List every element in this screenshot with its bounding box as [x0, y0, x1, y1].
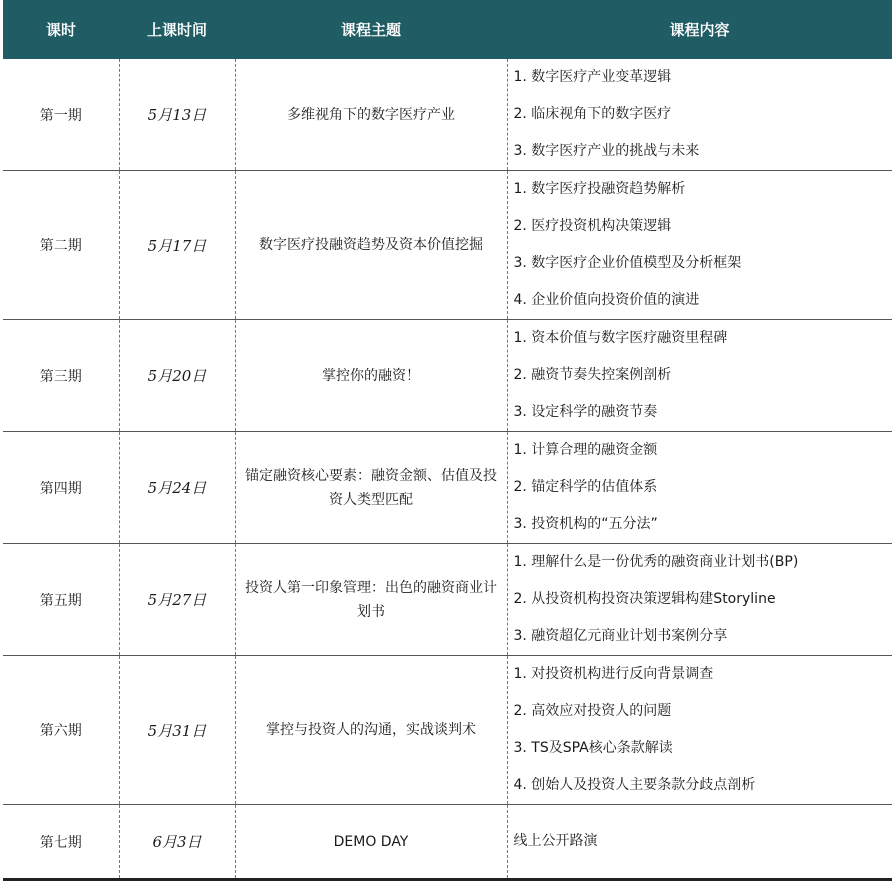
header-date: 上课时间 — [119, 0, 235, 59]
table-row — [3, 59, 892, 171]
content-cell — [507, 432, 892, 544]
topic-cell: 多维视角下的数字医疗产业 — [235, 59, 507, 171]
table-body — [3, 59, 892, 880]
date-cell: 5月31日 — [119, 656, 235, 805]
content-item: 2. 锚定科学的估值体系 — [513, 479, 658, 495]
content-cell — [507, 544, 892, 656]
table-row — [3, 805, 892, 880]
topic-cell: 掌控你的融资！ — [235, 320, 507, 432]
content-item: 线上公开路演 — [513, 833, 598, 849]
content-item: 3. 融资超亿元商业计划书案例分享 — [513, 628, 728, 644]
content-item: 2. 医疗投资机构决策逻辑 — [513, 218, 672, 234]
content-item: 3. 数字医疗产业的挑战与未来 — [513, 143, 700, 159]
table-row — [3, 171, 892, 320]
session-cell: 第三期 — [3, 320, 119, 432]
content-item: 1. 理解什么是一份优秀的融资商业计划书(BP) — [513, 554, 799, 570]
content-item: 1. 对投资机构进行反向背景调查 — [513, 666, 714, 682]
session-cell: 第六期 — [3, 656, 119, 805]
topic-cell: 投资人第一印象管理：出色的融资商业计划书 — [235, 544, 507, 656]
table-row — [3, 544, 892, 656]
content-item: 3. 投资机构的“五分法” — [513, 516, 658, 532]
session-cell: 第二期 — [3, 171, 119, 320]
course-schedule — [3, 0, 892, 881]
session-cell: 第五期 — [3, 544, 119, 656]
topic-cell: DEMO DAY — [235, 805, 507, 880]
header-content: 课程内容 — [507, 0, 892, 59]
session-cell: 第一期 — [3, 59, 119, 171]
session-cell: 第四期 — [3, 432, 119, 544]
header-topic: 课程主题 — [235, 0, 507, 59]
topic-cell: 锚定融资核心要素：融资金额、估值及投资人类型匹配 — [235, 432, 507, 544]
topic-cell: 掌控与投资人的沟通，实战谈判术 — [235, 656, 507, 805]
content-item: 2. 从投资机构投资决策逻辑构建Storyline — [513, 591, 776, 607]
date-cell: 5月17日 — [119, 171, 235, 320]
date-cell: 6月3日 — [119, 805, 235, 880]
content-item: 1. 数字医疗产业变革逻辑 — [513, 69, 672, 85]
date-cell: 5月20日 — [119, 320, 235, 432]
content-item: 3. TS及SPA核心条款解读 — [513, 740, 673, 756]
content-cell — [507, 656, 892, 805]
table-row — [3, 320, 892, 432]
content-item: 2. 临床视角下的数字医疗 — [513, 106, 672, 122]
content-cell — [507, 59, 892, 171]
content-item: 1. 计算合理的融资金额 — [513, 442, 658, 458]
content-item: 1. 资本价值与数字医疗融资里程碑 — [513, 330, 728, 346]
table-row — [3, 656, 892, 805]
content-item: 2. 高效应对投资人的问题 — [513, 703, 672, 719]
topic-cell: 数字医疗投融资趋势及资本价值挖掘 — [235, 171, 507, 320]
content-item: 3. 数字医疗企业价值模型及分析框架 — [513, 255, 742, 271]
table-header — [3, 0, 892, 59]
content-item: 2. 融资节奏失控案例剖析 — [513, 367, 672, 383]
content-cell — [507, 320, 892, 432]
content-item: 4. 创始人及投资人主要条款分歧点剖析 — [513, 777, 756, 793]
session-cell: 第七期 — [3, 805, 119, 880]
content-cell — [507, 171, 892, 320]
table-row — [3, 432, 892, 544]
date-cell: 5月13日 — [119, 59, 235, 171]
content-item: 3. 设定科学的融资节奏 — [513, 404, 658, 420]
date-cell: 5月27日 — [119, 544, 235, 656]
content-item: 4. 企业价值向投资价值的演进 — [513, 292, 700, 308]
header-session: 课时 — [3, 0, 119, 59]
content-item: 1. 数字医疗投融资趋势解析 — [513, 181, 686, 197]
content-cell — [507, 805, 892, 880]
schedule-table — [3, 0, 892, 881]
date-cell: 5月24日 — [119, 432, 235, 544]
